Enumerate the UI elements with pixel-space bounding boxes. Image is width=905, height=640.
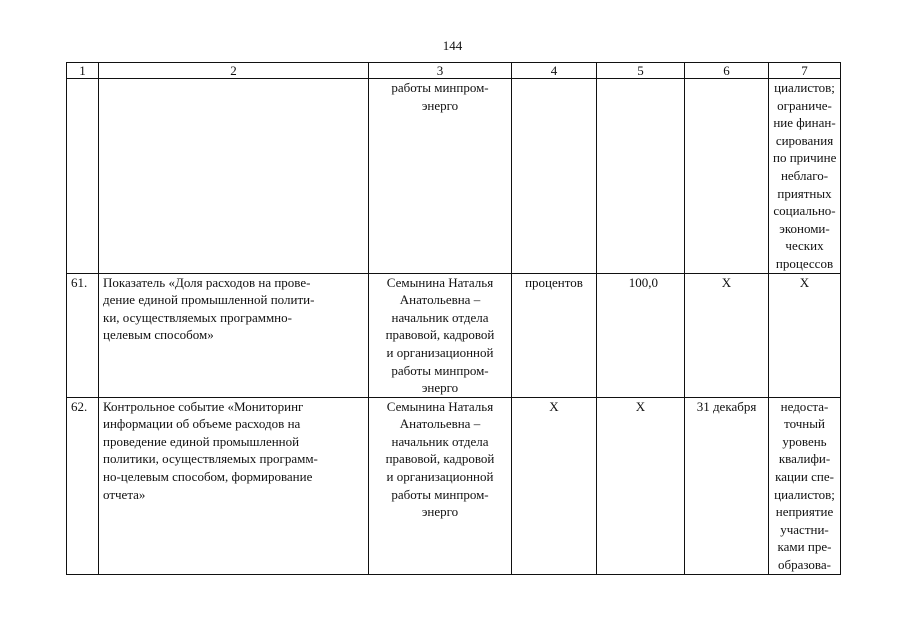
column-header: 2 bbox=[99, 63, 369, 79]
cell-line: энерго bbox=[421, 380, 459, 396]
cell-line: энерго bbox=[421, 504, 459, 520]
responsible-cell bbox=[369, 273, 512, 397]
cell-line: ние финан- bbox=[773, 115, 836, 131]
cell-line: Анатольевна – bbox=[399, 416, 481, 432]
cell-line: процессов bbox=[775, 255, 834, 271]
cell-line: информации об объеме расходов на bbox=[103, 416, 301, 432]
responsible-cell bbox=[369, 79, 512, 274]
cell-line: социально- bbox=[773, 203, 836, 219]
unit-cell: процентов bbox=[512, 273, 597, 397]
risks-cell bbox=[769, 397, 841, 574]
column-header: 1 bbox=[67, 63, 99, 79]
page-number: 144 bbox=[442, 38, 463, 53]
cell-line: Показатель «Доля расходов на прове- bbox=[103, 274, 311, 290]
cell-line: циалистов; bbox=[774, 486, 835, 502]
plan-table bbox=[66, 62, 841, 575]
row-number-cell: 62. bbox=[67, 397, 99, 574]
cell-line: проведение единой промышленной bbox=[103, 433, 300, 449]
cell-line: правовой, кадровой bbox=[385, 451, 495, 467]
cell-line: кации спе- bbox=[775, 469, 834, 485]
cell-line: недоста- bbox=[780, 398, 829, 414]
column-header: 5 bbox=[597, 63, 685, 79]
row-number-cell: 61. bbox=[67, 273, 99, 397]
cell-line: ки, осуществляемых программно- bbox=[103, 309, 292, 325]
column-header: 7 bbox=[769, 63, 841, 79]
cell-line: целевым способом» bbox=[103, 327, 214, 343]
cell-line: ческих bbox=[785, 238, 824, 254]
cell-line: работы минпром- bbox=[391, 80, 489, 95]
deadline-cell: 31 декабря bbox=[685, 397, 769, 574]
cell-line: участни- bbox=[780, 521, 829, 537]
cell-line: Анатольевна – bbox=[399, 292, 481, 308]
value-cell bbox=[597, 79, 685, 274]
cell-line: образова- bbox=[777, 557, 831, 573]
cell-line: работы минпром- bbox=[391, 362, 489, 378]
value-cell: Х bbox=[597, 397, 685, 574]
description-cell bbox=[99, 79, 369, 274]
deadline-cell: Х bbox=[685, 273, 769, 397]
cell-line: Семынина Наталья bbox=[386, 274, 494, 290]
risks-cell bbox=[769, 273, 841, 397]
cell-line: неприятие bbox=[775, 504, 834, 520]
responsible-cell bbox=[369, 397, 512, 574]
cell-line: Контрольное событие «Мониторинг bbox=[103, 398, 304, 414]
risks-cell bbox=[769, 79, 841, 274]
cell-line: энерго bbox=[421, 97, 459, 113]
column-header: 4 bbox=[512, 63, 597, 79]
column-header: 6 bbox=[685, 63, 769, 79]
description-cell bbox=[99, 273, 369, 397]
cell-line: ограниче- bbox=[777, 97, 832, 113]
cell-line: но-целевым способом, формирование bbox=[103, 469, 313, 485]
cell-line: Семынина Наталья bbox=[386, 398, 494, 414]
cell-line: работы минпром- bbox=[391, 486, 489, 502]
cell-line: и организационной bbox=[386, 344, 494, 360]
cell-line: Х bbox=[799, 274, 810, 290]
description-cell bbox=[99, 397, 369, 574]
row-number-cell bbox=[67, 79, 99, 274]
cell-line: отчета» bbox=[103, 486, 146, 502]
cell-line: неблаго- bbox=[780, 167, 829, 183]
cell-line: начальник отдела bbox=[391, 309, 489, 325]
cell-line: экономи- bbox=[779, 220, 830, 236]
cell-line: сирования bbox=[775, 132, 834, 148]
cell-line: начальник отдела bbox=[391, 433, 489, 449]
cell-line: уровень bbox=[782, 433, 827, 449]
cell-line: приятных bbox=[777, 185, 832, 201]
unit-cell: Х bbox=[512, 397, 597, 574]
header-row bbox=[67, 63, 841, 79]
cell-line: правовой, кадровой bbox=[385, 327, 495, 343]
cell-line: дение единой промышленной полити- bbox=[103, 292, 315, 308]
cell-line: политики, осуществляемых программ- bbox=[103, 451, 318, 467]
value-cell: 100,0 bbox=[597, 273, 685, 397]
column-header: 3 bbox=[369, 63, 512, 79]
cell-line: и организационной bbox=[386, 469, 494, 485]
cell-line: точный bbox=[784, 416, 825, 432]
cell-line: квалифи- bbox=[778, 451, 831, 467]
table-row bbox=[67, 79, 841, 274]
unit-cell bbox=[512, 79, 597, 274]
cell-line: ками пре- bbox=[777, 539, 832, 555]
table-row bbox=[67, 397, 841, 574]
deadline-cell bbox=[685, 79, 769, 274]
cell-line: циалистов; bbox=[774, 80, 835, 95]
cell-line: по причине bbox=[773, 150, 837, 166]
table-row bbox=[67, 273, 841, 397]
